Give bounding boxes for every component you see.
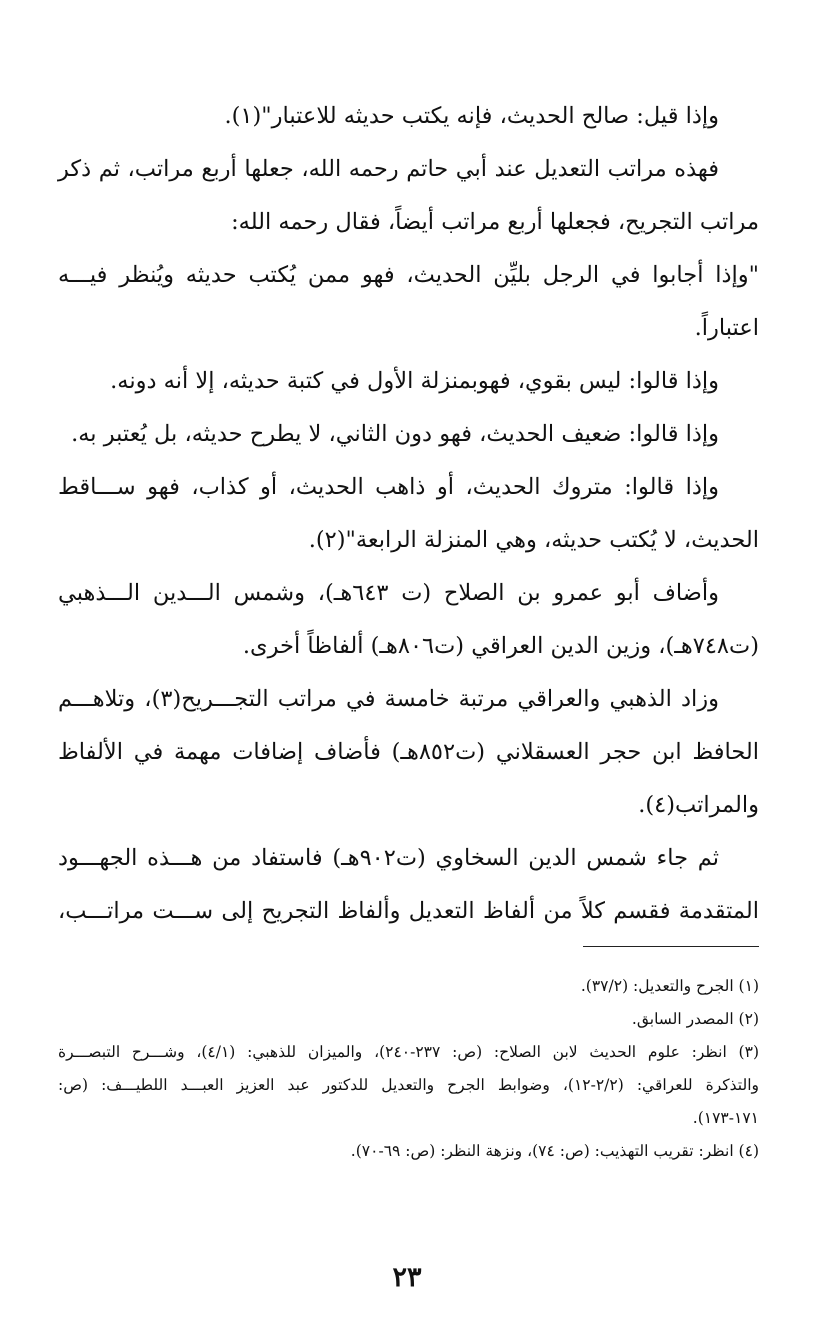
paragraph-6 [58,461,759,567]
paragraph-2 [58,143,759,249]
footnotes [58,970,759,1168]
quotation-paragraph [58,249,759,355]
paragraph-6-line-2: الحديث، لا يُكتب حديثه، وهي المنزلة الرابعة"(٢). [308,527,759,553]
footnote-3 [58,1036,759,1135]
quotation-line-2: اعتباراً. [694,315,759,341]
paragraph-4-text: وإذا قالوا: ليس بقوي، فهوبمنزلة الأول في كتبة حديثه، إلا أنه دونه. [110,368,719,394]
paragraph-8-line-1: وزاد الذهبي والعراقي مرتبة خامسة في مراتب التجـــريح(٣)، وتلاهـــم [58,686,719,712]
footnote-2-text: (٢) المصدر السابق. [631,1010,759,1028]
paragraph-8-line-2: الحافظ ابن حجر العسقلاني (ت٨٥٢هـ) فأضاف إضافات مهمة في الألفاظ [58,739,759,765]
paragraph-5-text: وإذا قالوا: ضعيف الحديث، فهو دون الثاني، لا يطرح حديثه، بل يُعتبر به. [71,421,719,447]
footnote-4 [58,1135,759,1168]
paragraph-4 [58,355,759,408]
paragraph-9-line-2: المتقدمة فقسم كلاً من ألفاظ التعديل وألفاظ التجريح إلى ســـت مراتـــب، [58,898,759,924]
paragraph-9-line-1: ثم جاء شمس الدين السخاوي (ت٩٠٢هـ) فاستفاد من هـــذه الجهـــود [58,845,719,871]
paragraph-9 [58,832,759,938]
paragraph-2-line-2: مراتب التجريح، فجعلها أربع مراتب أيضاً، فقال رحمه الله: [231,209,759,235]
footnote-3-line-1: (٣) انظر: علوم الحديث لابن الصلاح: (ص: ٢٣٧-٢٤٠)، والميزان للذهبي: (٤/١)، وشـــرح التبصـــرة [58,1043,759,1061]
paragraph-8 [58,673,759,832]
footnote-1-text: (١) الجرح والتعديل: (٣٧/٢). [580,977,759,995]
paragraph-2-line-1: فهذه مراتب التعديل عند أبي حاتم رحمه الله، جعلها أربع مراتب، ثم ذكر [58,156,719,182]
footnote-3-line-3: ١٧١-١٧٣). [692,1109,759,1127]
footnote-4-text: (٤) انظر: تقريب التهذيب: (ص: ٧٤)، ونزهة النظر: (ص: ٦٩-٧٠). [350,1142,759,1160]
footnote-3-line-2: والتذكرة للعراقي: (٢/٢-١٢)، وضوابط الجرح والتعديل للدكتور عبد العزيز العبـــد اللطيـــف: (ص: [58,1076,760,1094]
footnote-divider [583,946,759,947]
page-number: ٢٣ [392,1262,422,1293]
paragraph-7 [58,567,759,673]
paragraph-5 [58,408,759,461]
paragraph-1 [58,90,759,143]
paragraph-6-line-1: وإذا قالوا: متروك الحديث، أو ذاهب الحديث، أو كذاب، فهو ســـاقط [58,474,719,500]
footnote-2 [58,1003,759,1036]
footnote-1 [58,970,759,1003]
paragraph-1-text: وإذا قيل: صالح الحديث، فإنه يكتب حديثه للاعتبار"(١). [224,103,719,129]
quotation-line-1: "وإذا أجابوا في الرجل بليِّن الحديث، فهو ممن يُكتب حديثه ويُنظر فيـــه [58,262,759,288]
paragraph-7-line-1: وأضاف أبو عمرو بن الصلاح (ت ٦٤٣هـ)، وشمس الـــدين الـــذهبي [58,580,719,606]
paragraph-7-line-2: (ت٧٤٨هـ)، وزين الدين العراقي (ت٨٠٦هـ) ألفاظاً أخرى. [242,633,759,659]
main-text [58,90,759,938]
paragraph-8-line-3: والمراتب(٤). [638,792,759,818]
